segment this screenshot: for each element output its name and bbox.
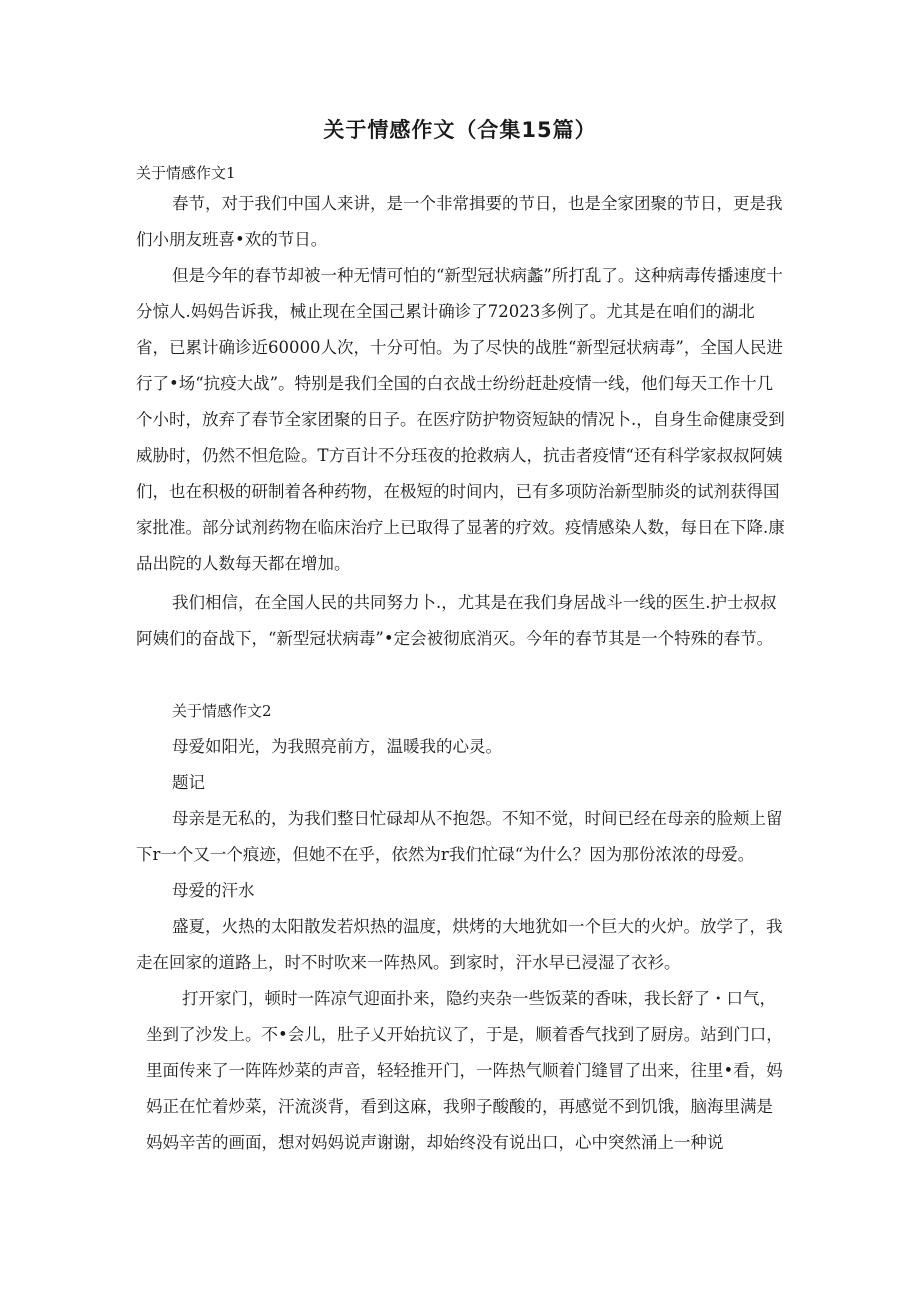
essay-2-paragraph-4: 母爱的汗水	[172, 881, 255, 900]
essay-2-paragraph-5: 盛夏，火热的太阳散发若炽热的温度，烘烤的大地犹如一个巨大的火炉。放学了，我走在回家的道路上，时不时吹来一阵热风。到家时，汗水早已浸湿了衣衫。	[136, 917, 783, 972]
essay-1-heading: 关于情感作文1	[136, 164, 236, 182]
essay-1-paragraph-3: 我们相信，在全国人民的共同努力卜.，尤其是在我们身居战斗一线的医生.护士叔叔阿姨们的奋战下，“新型冠状病毒”•定会被彻底消灭。今年的春节其是一个特殊的春节。	[136, 593, 777, 648]
essay-2-heading: 关于情感作文2	[172, 702, 272, 720]
essay-2-paragraph-6: 打开家门，顿时一阵凉气迎面扑来，隐约夹杂一些饭菜的香味，我长舒了・口气，坐到了沙发上。不•会儿，肚子乂开始抗议了，于是，顺着香气找到了厨房。站到门口，里面传来了一阵阵炒菜的声音，轻轻推开门，一阵热气顺着门缝冒了出来，往里•看，妈妈正在忙着炒菜，汗流淡背，看到这麻，我卵子酸酸的，再感觉不到饥饿，脑海里满是妈妈辛苦的画面，想对妈妈说声谢谢，却始终没有说出口，心中突然涌上一种说	[146, 989, 783, 1152]
essay-2-paragraph-2: 题记	[172, 773, 205, 792]
essay-1-paragraph-1: 春节，对于我们中国人来讲，是一个非常揖要的节日，也是全家团聚的节日，更是我们小朋友班喜•欢的节日。	[136, 194, 783, 249]
document-title: 关于情感作文（合集15篇）	[323, 118, 597, 142]
essay-2-paragraph-1: 母爱如阳光，为我照亮前方，温暖我的心灵。	[172, 737, 502, 756]
essay-2-paragraph-3: 母亲是无私的，为我们整日忙碌却从不抱怨。不知不觉，时间已经在母亲的脸颊上留下r一个又一个痕迹，但她不在乎，依然为r我们忙碌“为什么？因为那份浓浓的母爱。	[136, 809, 783, 864]
essay-1-paragraph-2: 但是今年的春节却被一种无情可怕的“新型冠状病蠡”所打乱了。这种病毒传播速度十分惊人.妈妈告诉我，械止现在全国己累计确诊了72023多例了。尤其是在咱们的湖北省，已累计确诊近60000人次，十分可怕。为了尽快的战胜“新型冠状病毒”，全国人民进行了•场“抗疫大战”。特别是我们全国的白衣战士纷纷赶赴疫情一线，他们每天工作十几个小时，放弃了春节全家团聚的日子。在医疗防护物资短缺的情况卜.，自身生命健康受到威胁时，仍然不怛危险。T方百计不分珏夜的抢救病人，抗击者疫情“还有科学家叔叔阿姨们，也在积极的研制着各种药物，在极短的时间内，已有多项防治新型肺炎的试剂获得国家批准。部分试剂药物在临床治疗上已取得了显著的疗效。疫情感染人数，每日在下降.康品出院的人数每天都在增加。	[136, 266, 785, 573]
